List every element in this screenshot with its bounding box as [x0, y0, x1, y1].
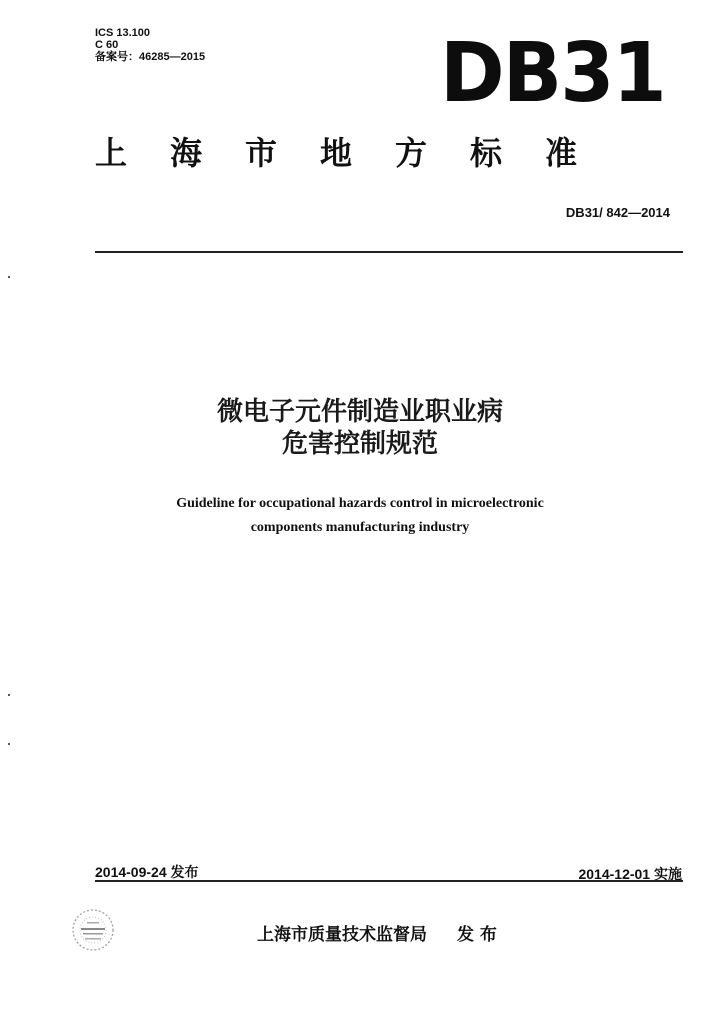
title-cn-line-1: 微电子元件制造业职业病 — [216, 397, 503, 427]
issuer-title: 上海市地方标准 — [95, 134, 621, 172]
publisher-action: 发 布 — [457, 925, 497, 945]
publisher-line — [257, 920, 497, 945]
publisher-name: 上海市质量技术监督局 — [257, 925, 427, 945]
top-rule — [95, 251, 683, 253]
title-en-line-1: Guideline for occupational hazards control in microelectronic — [176, 496, 544, 511]
scan-speck — [8, 743, 10, 745]
scan-speck — [8, 276, 10, 278]
standard-number: DB31/ 842—2014 — [565, 205, 670, 220]
issue-date: 2014-09-24 发布 — [95, 864, 199, 880]
classification-block — [95, 27, 205, 63]
ccs-code: C 60 — [95, 39, 119, 51]
ics-code: ICS 13.100 — [95, 27, 151, 39]
title-en-line-2: components manufacturing industry — [250, 520, 470, 535]
implementation-date: 2014-12-01 实施 — [578, 866, 682, 882]
record-number: 备案号：46285—2015 — [95, 51, 206, 63]
scan-speck — [8, 694, 10, 696]
publisher-seal-stamp — [65, 902, 121, 958]
title-cn-line-2: 危害控制规范 — [281, 429, 438, 459]
document-title-cn — [100, 396, 620, 460]
db31-logo: DB31 — [440, 26, 665, 121]
document-title-en — [100, 492, 620, 540]
